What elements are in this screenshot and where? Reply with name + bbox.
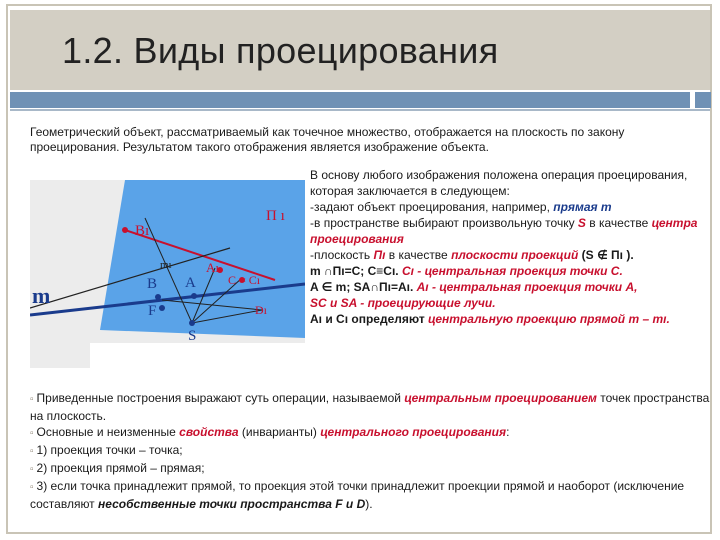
bullet-icon: ▫ (30, 394, 34, 405)
text-emphasis: несобственные точки пространства F и D (98, 497, 366, 511)
text-emphasis: центрального проецирования (320, 425, 507, 439)
text-emphasis: Cı - центральная проекция точки С. (401, 264, 623, 278)
label-a1: Aı (206, 260, 219, 275)
text-span: в качестве (585, 216, 652, 230)
label-a: A (185, 275, 196, 291)
point-s (189, 320, 195, 326)
text-emphasis: S (577, 216, 586, 230)
text-span: Приведенные построения выражают суть операции, называемой (36, 391, 405, 405)
text-span: 1) проекция точки – точка; (36, 443, 183, 457)
point-b (155, 294, 161, 300)
right-line-4 (310, 247, 698, 263)
bottom-text-block (30, 390, 710, 512)
text-span: точек пространства на плоскость. (30, 391, 710, 423)
point-b1 (122, 227, 128, 233)
point-f (159, 305, 165, 311)
text-emphasis: Пı (373, 248, 386, 262)
label-m1: mı (160, 259, 172, 271)
text-span: в качестве (385, 248, 452, 262)
label-s: S (188, 328, 197, 344)
label-b: B (147, 276, 158, 292)
slide-title: 1.2. Виды проецирования (62, 30, 499, 71)
text-emphasis: свойства (179, 425, 239, 439)
right-line-6 (310, 279, 698, 295)
text-emphasis: прямая m (553, 200, 612, 214)
text-span: 2) проекция прямой – прямая; (36, 461, 205, 475)
text-span: A ∈ m; SA∩Пı=Aı. (310, 280, 417, 294)
text-emphasis: Aı - центральная проекция точки А, (416, 280, 638, 294)
text-span: Aı и Cı определяют (310, 312, 429, 326)
label-c: C = Cı (228, 273, 261, 287)
right-line-7 (310, 295, 698, 311)
label-d1: Dı (255, 303, 267, 317)
text-emphasis: - проецирующие лучи. (356, 296, 496, 310)
bottom-line-4 (30, 460, 710, 478)
projection-diagram (30, 180, 305, 368)
intro-paragraph: Геометрический объект, рассматриваемый как точечное множество, отображается на плоскость по закону проецирования. Результатом такого отображения является изображение объекта. (30, 125, 625, 154)
bullet-icon: ▫ (30, 446, 34, 457)
text-span: : (506, 425, 510, 439)
right-line-2 (310, 199, 698, 215)
right-line-1: В основу любого изображения положена операция проецирования, которая заключается в следующем: (310, 168, 688, 198)
text-span: (S ∉ Пı ). (578, 248, 634, 262)
label-m: m (32, 283, 51, 308)
bullet-icon: ▫ (30, 428, 34, 439)
right-line-8 (310, 311, 698, 327)
accent-line (10, 109, 710, 111)
label-f: F (148, 303, 157, 319)
text-span: 3) если точка принадлежит прямой, то проекция этой точки принадлежит проекции прямой и наоборот (исключение составляют (30, 479, 685, 511)
right-text-block (310, 167, 698, 327)
text-emphasis: SC и SA (310, 296, 357, 310)
label-plane: П ı (266, 208, 285, 224)
text-emphasis: центра проецирования (310, 216, 698, 246)
point-a (191, 293, 197, 299)
accent-square (695, 92, 711, 108)
text-span: ). (365, 497, 373, 511)
text-span: -в пространстве выбирают произвольную точку (310, 216, 578, 230)
text-span: -плоскость (310, 248, 374, 262)
right-line-5 (310, 263, 698, 279)
text-span: m ∩Пı=C; C≡Cı. (310, 264, 402, 278)
bottom-line-2 (30, 424, 710, 442)
text-span: Основные и неизменные (36, 425, 180, 439)
text-emphasis: центральным проецированием (404, 391, 597, 405)
label-b1: Bı (135, 223, 150, 239)
bottom-line-1 (30, 390, 710, 424)
text-span: -задают объект проецирования, например, (310, 200, 554, 214)
diagram-caption-area (90, 343, 305, 368)
projection-plane (100, 180, 305, 338)
bottom-line-5 (30, 478, 710, 512)
bullet-icon: ▫ (30, 464, 34, 475)
bullet-icon: ▫ (30, 482, 34, 493)
accent-bar (10, 92, 690, 108)
right-line-3 (310, 215, 698, 247)
bottom-line-3 (30, 442, 710, 460)
text-emphasis: плоскости проекций (451, 248, 579, 262)
text-span: (инварианты) (238, 425, 321, 439)
text-emphasis: центральную проекцию прямой m – mı. (428, 312, 670, 326)
